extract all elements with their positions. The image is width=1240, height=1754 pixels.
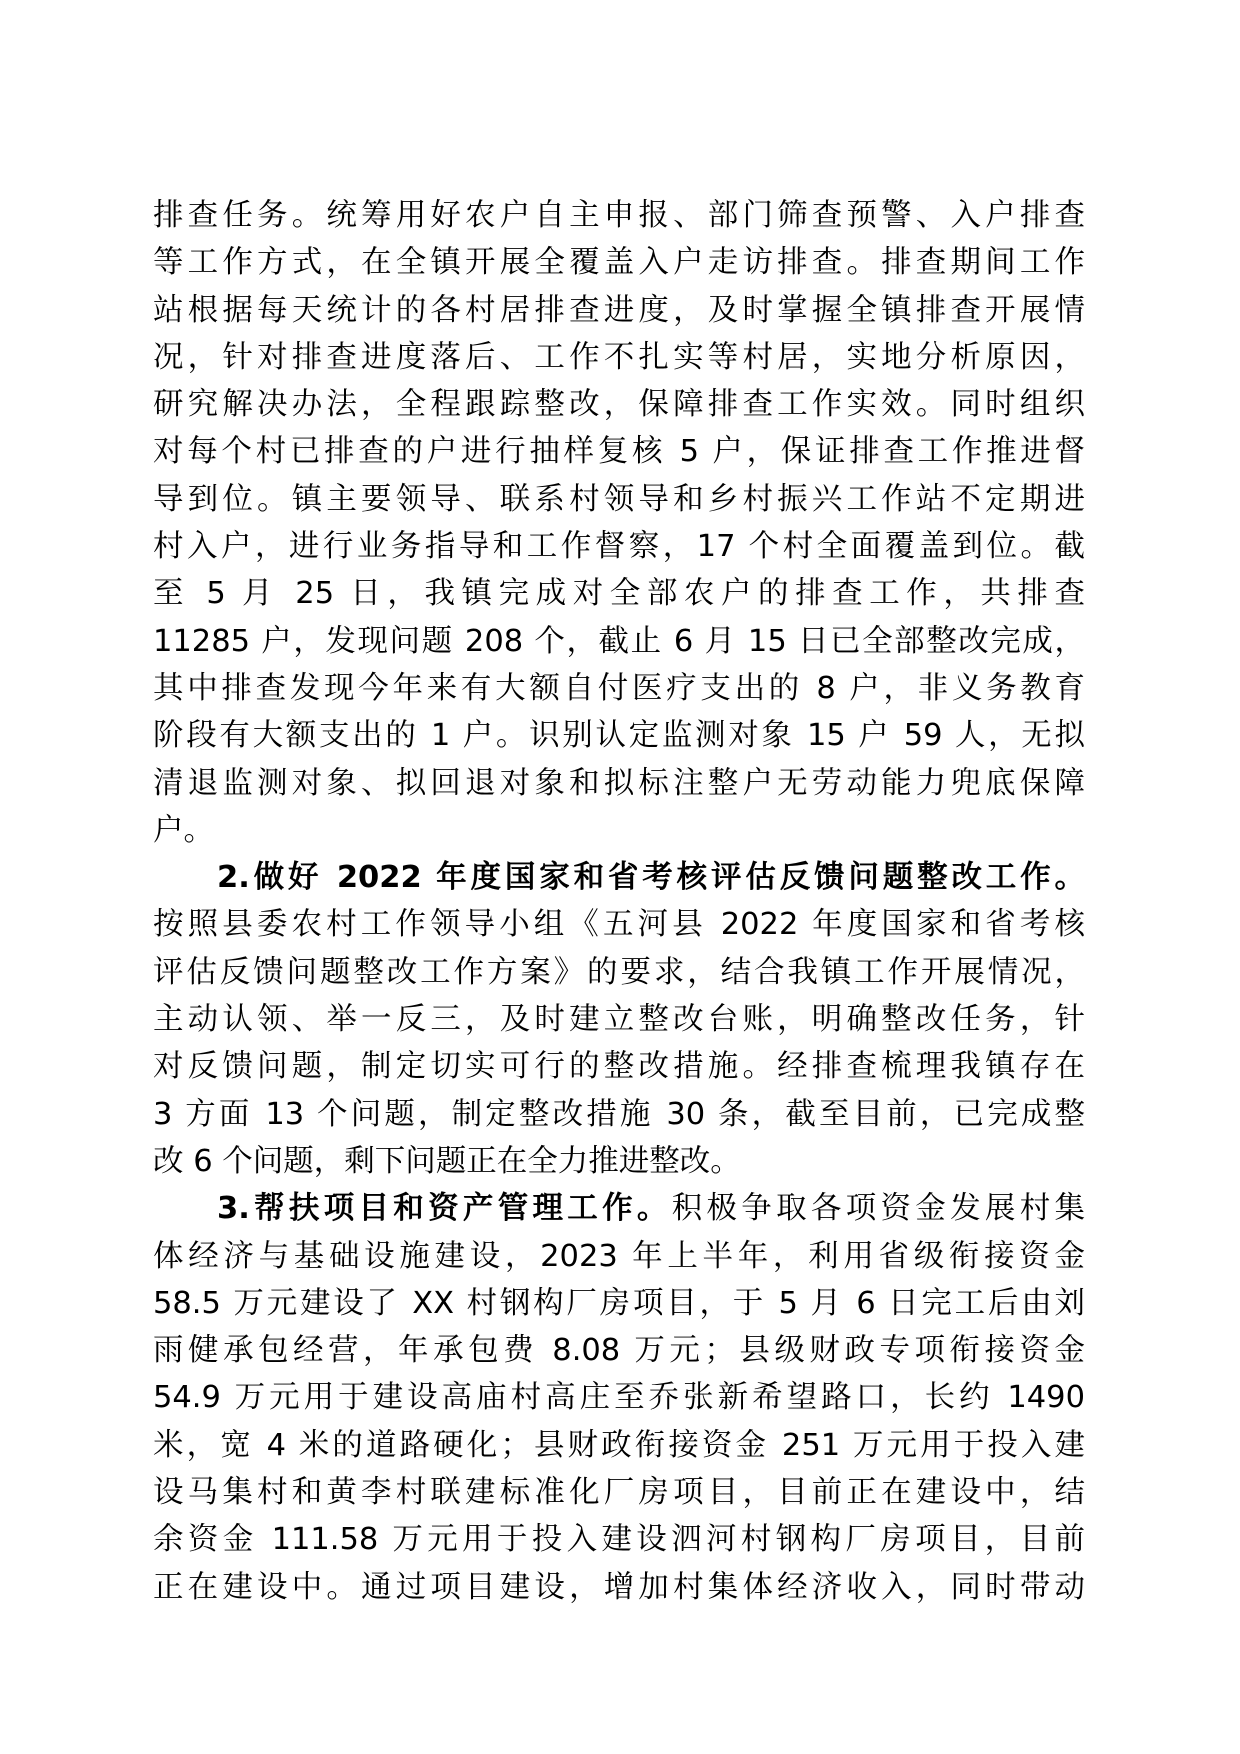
text-line: 主动认领、举一反三，及时建立整改台账，明确整改任务，针 — [153, 1002, 1085, 1038]
text-line: 评估反馈问题整改工作方案》的要求，结合我镇工作开展情况， — [153, 954, 1085, 990]
paragraph-2 — [153, 854, 1085, 1185]
text-line: 米，宽 4 米的道路硬化；县财政衔接资金 251 万元用于投入建 — [153, 1427, 1085, 1463]
section-heading: 2.做好 2022 年度国家和省考核评估反馈问题整改工作。 — [217, 860, 1085, 896]
text-line: 清退监测对象、拟回退对象和拟标注整户无劳动能力兜底保障 — [153, 765, 1085, 801]
text-line: 雨健承包经营，年承包费 8.08 万元；县级财政专项衔接资金 — [153, 1333, 1085, 1369]
text-line: 按照县委农村工作领导小组《五河县 2022 年度国家和省考核 — [153, 907, 1085, 943]
text-line: 对每个村已排查的户进行抽样复核 5 户，保证排查工作推进督 — [153, 434, 1085, 470]
paragraph-3 — [153, 1185, 1085, 1611]
text-line: 况，针对排查进度落后、工作不扎实等村居，实地分析原因， — [153, 339, 1085, 375]
text-line: 正在建设中。通过项目建设，增加村集体经济收入，同时带动 — [153, 1569, 1085, 1605]
text-line: 户。 — [153, 812, 214, 848]
heading-line — [153, 1185, 1085, 1232]
text-line: 3 方面 13 个问题，制定整改措施 30 条，截至目前，已完成整 — [153, 1096, 1085, 1132]
document-page — [153, 192, 1085, 1611]
text-line: 村入户，进行业务指导和工作督察，17 个村全面覆盖到位。截 — [153, 529, 1085, 565]
text-line: 等工作方式，在全镇开展全覆盖入户走访排查。排查期间工作 — [153, 245, 1085, 281]
text-line: 排查任务。统筹用好农户自主申报、部门筛查预警、入户排查 — [153, 198, 1085, 233]
text-line: 11285 户，发现问题 208 个，截止 6 月 15 日已全部整改完成， — [153, 623, 1085, 659]
heading-tail-text: 积极争取各项资金发展村集 — [671, 1191, 1085, 1227]
text-line: 至 5 月 25 日，我镇完成对全部农户的排查工作，共排查 — [153, 576, 1085, 612]
text-line: 体经济与基础设施建设，2023 年上半年，利用省级衔接资金 — [153, 1238, 1085, 1274]
text-line: 站根据每天统计的各村居排查进度，及时掌握全镇排查开展情 — [153, 292, 1085, 328]
text-line: 其中排查发现今年来有大额自付医疗支出的 8 户，非义务教育 — [153, 670, 1085, 706]
section-heading: 3.帮扶项目和资产管理工作。 — [217, 1191, 672, 1227]
text-line: 余资金 111.58 万元用于投入建设泗河村钢构厂房项目，目前 — [153, 1522, 1085, 1558]
text-line: 58.5 万元建设了 XX 村钢构厂房项目，于 5 月 6 日完工后由刘 — [153, 1285, 1085, 1321]
paragraph-1 — [153, 192, 1085, 854]
text-line: 设马集村和黄李村联建标准化厂房项目，目前正在建设中，结 — [153, 1475, 1085, 1511]
text-line: 导到位。镇主要领导、联系村领导和乡村振兴工作站不定期进 — [153, 481, 1085, 517]
text-line: 研究解决办法，全程跟踪整改，保障排查工作实效。同时组织 — [153, 387, 1085, 423]
text-line: 54.9 万元用于建设高庙村高庄至乔张新希望路口，长约 1490 — [153, 1380, 1085, 1416]
text-line: 改 6 个问题，剩下问题正在全力推进整改。 — [153, 1143, 741, 1179]
text-line: 阶段有大额支出的 1 户。识别认定监测对象 15 户 59 人，无拟 — [153, 718, 1085, 754]
text-line: 对反馈问题，制定切实可行的整改措施。经排查梳理我镇存在 — [153, 1049, 1085, 1085]
